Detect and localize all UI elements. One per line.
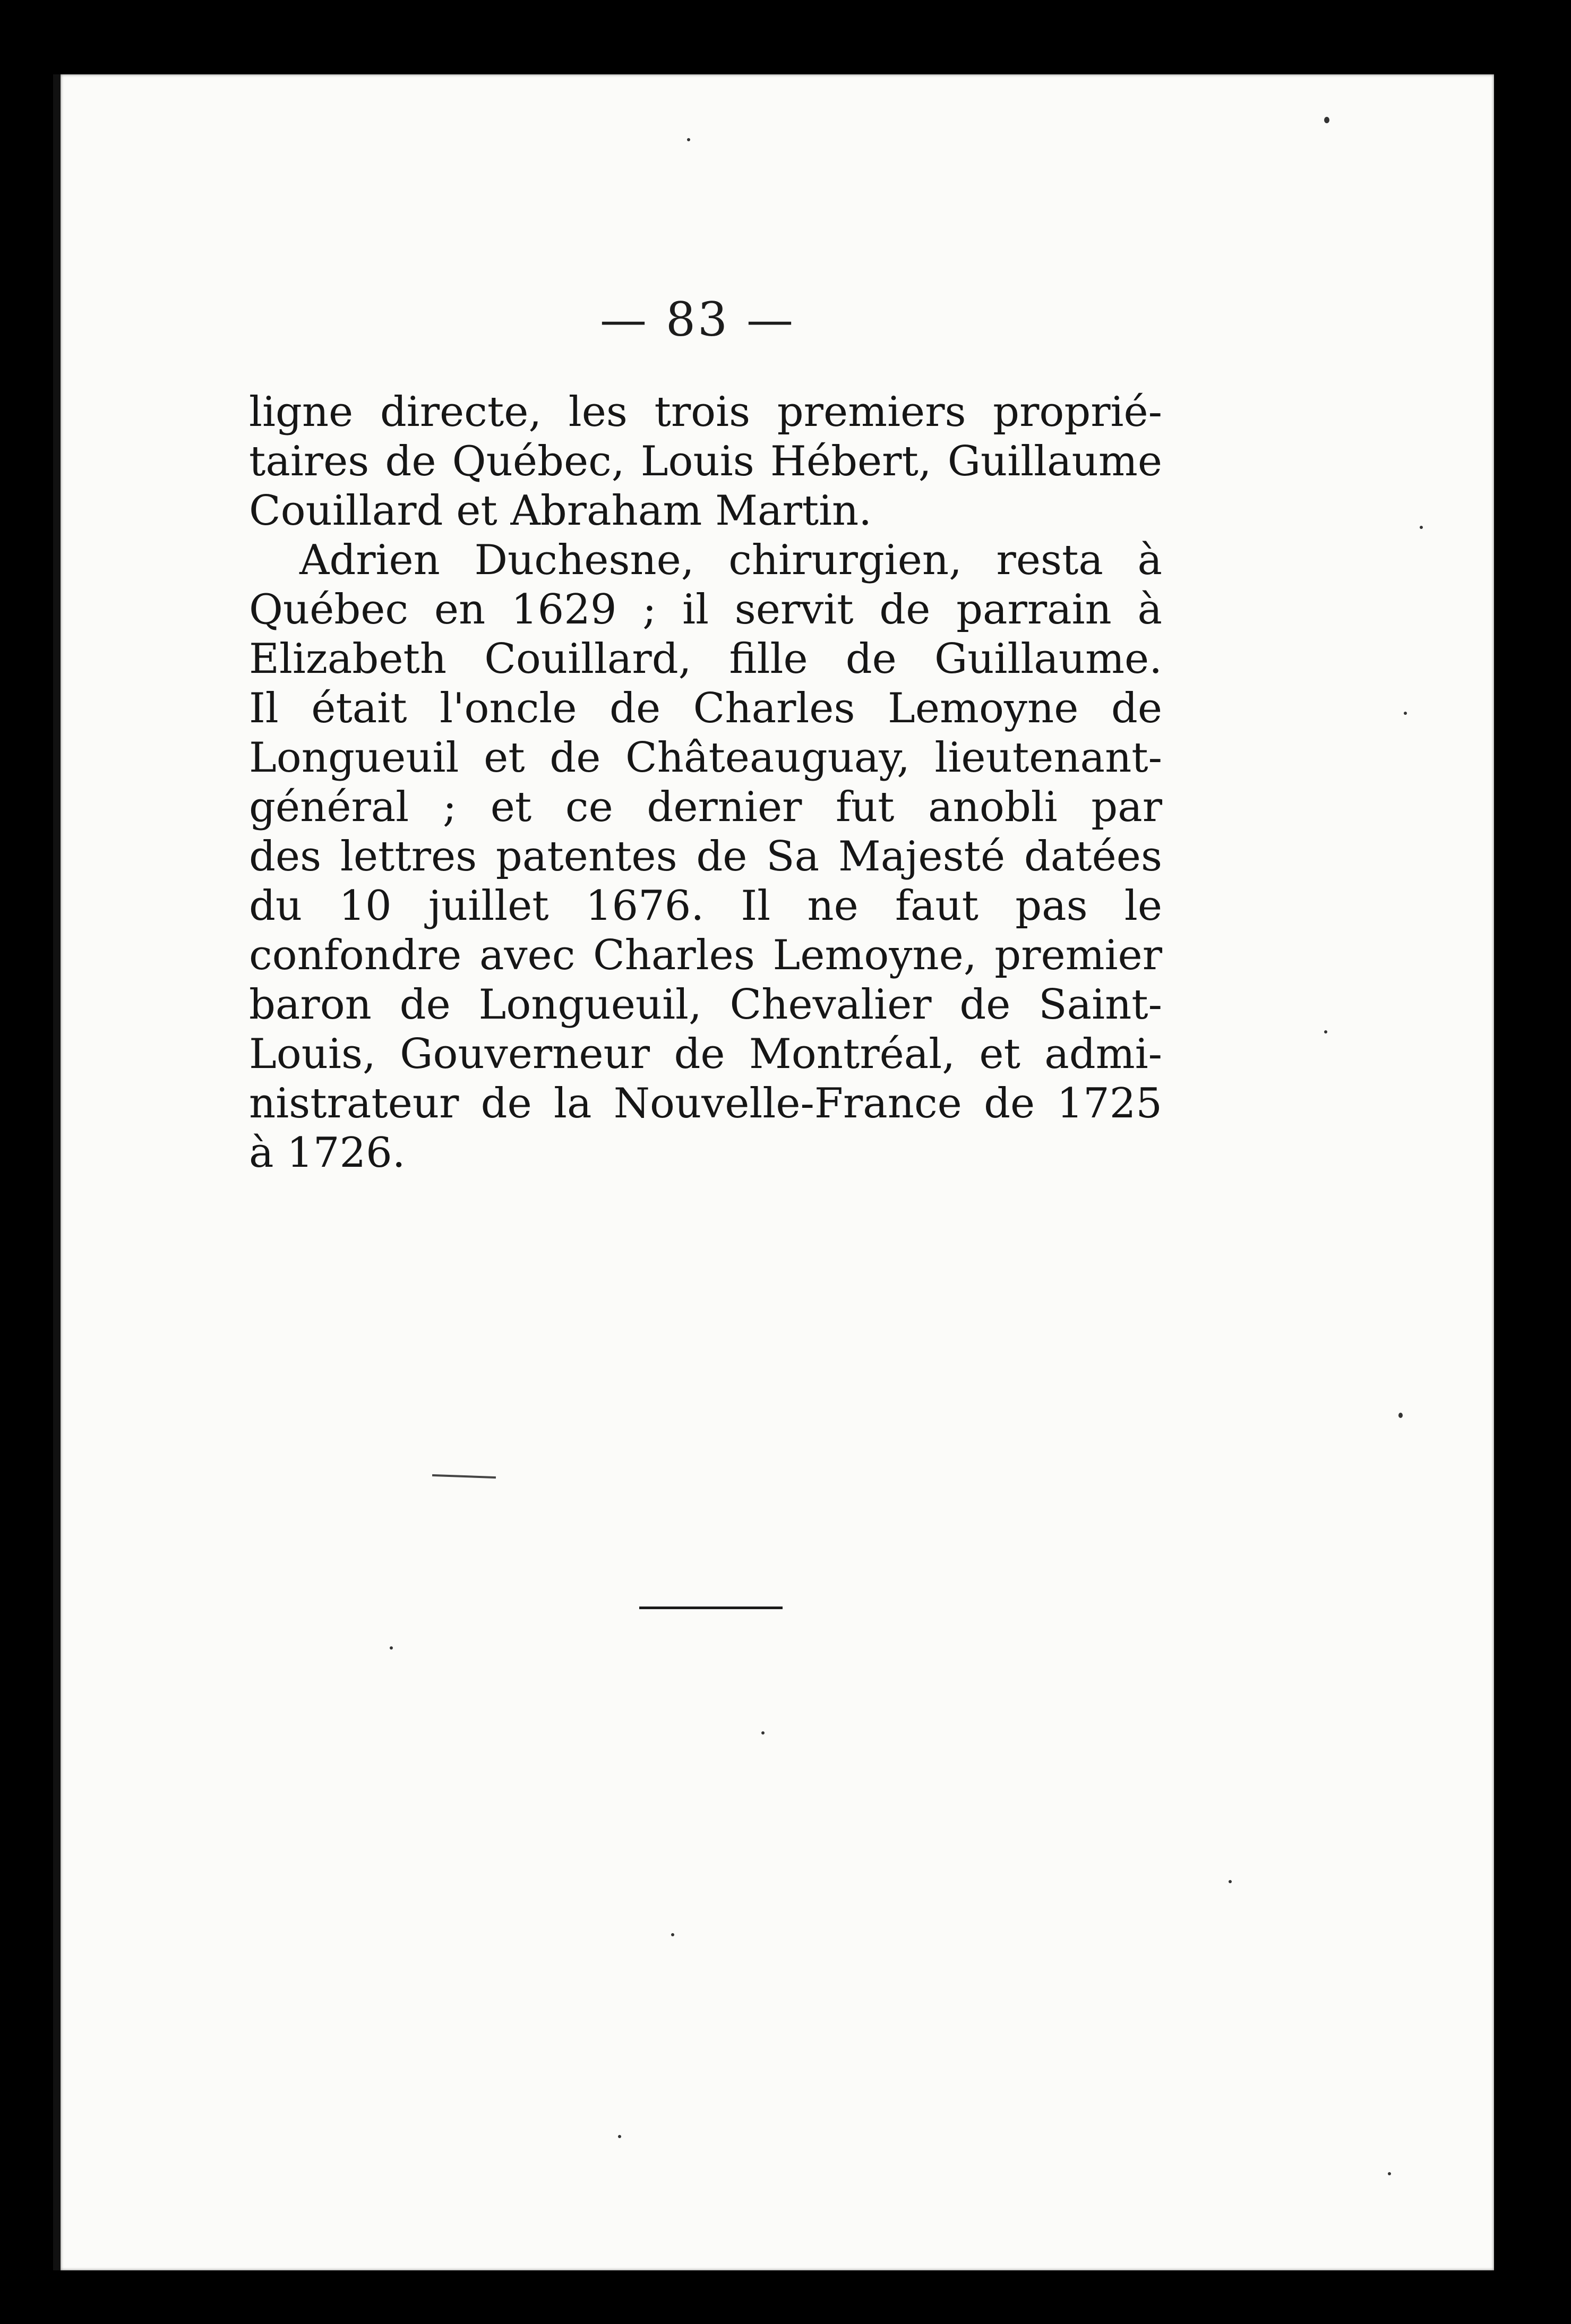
text-line: taires de Québec, Louis Hébert, Guillaume [249,438,1162,485]
text-line: ligne directe, les trois premiers proprié- [249,388,1162,436]
text-line: Elizabeth Couillard, fille de Guillaume. [249,635,1162,683]
text-line: des lettres patentes de Sa Majesté datées [249,833,1162,881]
section-rule [639,1607,783,1609]
text-line: Adrien Duchesne, chirurgien, resta à [299,536,1162,584]
speck [1324,1030,1327,1033]
speck [1388,2172,1391,2175]
paper-sheet [53,74,1494,2270]
text-line: Québec en 1629 ; il servit de parrain à [249,586,1162,634]
ink-dash-mark [432,1474,496,1479]
speck [1404,712,1407,715]
speck [618,2135,621,2138]
text-line: nistrateur de la Nouvelle-France de 1725 [249,1080,1162,1127]
speck [390,1646,393,1650]
text-line: Il était l'oncle de Charles Lemoyne de [249,685,1162,732]
text-line: à 1726. [249,1129,406,1177]
text-line: Louis, Gouverneur de Montréal, et admi- [249,1030,1162,1078]
speck [1229,1880,1232,1883]
speck [1324,117,1329,123]
speck [1398,1413,1403,1418]
speck [761,1731,765,1735]
text-line: confondre avec Charles Lemoyne, premier [249,932,1162,979]
text-line: Couillard et Abraham Martin. [249,487,872,535]
text-line: du 10 juillet 1676. Il ne faut pas le [249,882,1162,930]
text-line: baron de Longueuil, Chevalier de Saint- [249,981,1162,1029]
body-text [249,388,1162,1178]
text-line: général ; et ce dernier fut anobli par [249,783,1162,831]
speck [687,138,690,141]
speck [1420,526,1423,529]
page-number: — 83 — [600,292,795,347]
speck [671,1933,674,1936]
text-line: Longueuil et de Châteauguay, lieutenant- [249,734,1162,782]
